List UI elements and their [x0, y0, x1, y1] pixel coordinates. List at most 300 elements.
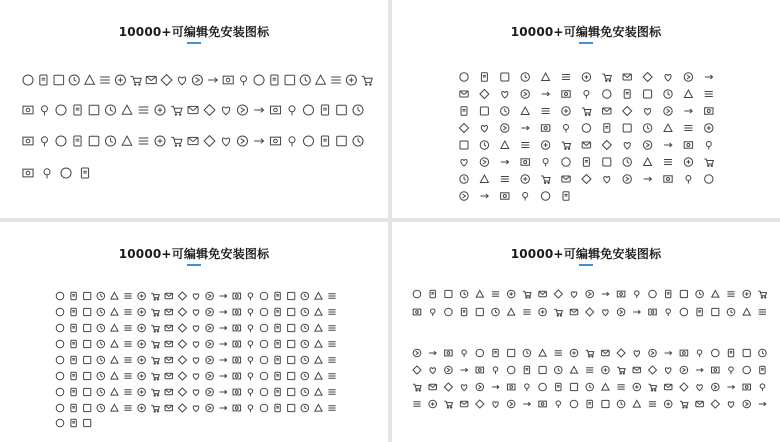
control-icon: [85, 75, 95, 84]
commerce-icon: [634, 351, 639, 357]
control-icon: [270, 137, 280, 145]
general-icon: [233, 325, 241, 331]
office-icon: [664, 143, 672, 147]
general-icon: [220, 294, 227, 298]
office-icon: [541, 176, 550, 184]
general-icon: [315, 404, 322, 411]
commerce-icon: [461, 385, 466, 391]
office-icon: [644, 90, 652, 98]
office-icon: [562, 176, 570, 182]
general-icon: [193, 294, 198, 300]
general-icon: [71, 356, 76, 364]
office-icon: [562, 158, 570, 166]
general-icon: [71, 419, 76, 427]
office-icon: [582, 73, 590, 81]
office-icon: [684, 142, 692, 148]
commerce-icon: [554, 290, 562, 298]
general-icon: [165, 357, 173, 362]
commerce-icon: [617, 400, 625, 408]
general-icon: [206, 388, 214, 396]
general-icon: [315, 372, 322, 379]
slide-thumbnail-4[interactable]: [392, 222, 780, 442]
office-icon: [664, 107, 672, 115]
commerce-icon: [712, 367, 720, 373]
slide-thumbnail-3[interactable]: [0, 222, 388, 442]
general-icon: [233, 341, 241, 347]
general-icon: [233, 309, 241, 315]
commerce-icon: [476, 290, 483, 297]
office-icon: [501, 193, 509, 199]
slide-thumbnail-2[interactable]: [392, 0, 780, 218]
general-icon: [233, 405, 241, 411]
icon-grid: [0, 0, 388, 218]
office-icon: [480, 158, 488, 166]
control-icon: [303, 136, 313, 146]
control-icon: [270, 106, 280, 114]
commerce-icon: [493, 349, 498, 357]
general-icon: [71, 372, 76, 380]
commerce-icon: [476, 349, 484, 357]
office-icon: [623, 158, 631, 166]
general-icon: [233, 373, 241, 379]
commerce-icon: [570, 309, 578, 314]
commerce-icon: [759, 310, 766, 315]
general-icon: [111, 308, 118, 315]
commerce-icon: [571, 292, 576, 298]
office-icon: [644, 177, 652, 181]
commerce-icon: [460, 290, 468, 298]
office-icon: [684, 109, 692, 113]
office-icon: [480, 141, 488, 149]
office-icon: [684, 73, 692, 81]
commerce-icon: [728, 402, 733, 408]
general-icon: [275, 292, 280, 300]
icon-grid: [0, 222, 388, 442]
office-icon: [582, 142, 590, 148]
control-icon: [56, 105, 66, 115]
commerce-icon: [618, 385, 625, 390]
general-icon: [275, 324, 280, 332]
control-icon: [161, 75, 172, 86]
general-icon: [275, 356, 280, 364]
general-icon: [328, 390, 335, 395]
commerce-icon: [617, 349, 625, 357]
general-icon: [124, 358, 131, 363]
commerce-icon: [492, 385, 499, 389]
commerce-icon: [413, 384, 421, 391]
commerce-icon: [570, 366, 577, 373]
general-icon: [97, 308, 105, 316]
control-icon: [42, 106, 48, 116]
general-icon: [315, 308, 322, 315]
control-icon: [171, 106, 182, 115]
control-icon: [54, 75, 64, 85]
commerce-icon: [680, 401, 688, 408]
general-icon: [178, 404, 186, 412]
general-icon: [97, 340, 105, 348]
control-icon: [223, 76, 233, 84]
general-icon: [151, 309, 159, 316]
control-icon: [61, 168, 71, 178]
control-icon: [23, 75, 33, 85]
general-icon: [328, 310, 335, 315]
control-icon: [23, 137, 33, 145]
office-icon: [705, 175, 713, 183]
icon-grid: [392, 0, 780, 218]
commerce-icon: [727, 308, 735, 316]
general-icon: [315, 388, 322, 395]
general-icon: [151, 341, 159, 348]
commerce-icon: [729, 367, 734, 374]
commerce-icon: [759, 349, 767, 357]
office-icon: [664, 124, 672, 132]
general-icon: [165, 309, 173, 314]
office-icon: [623, 74, 631, 80]
control-icon: [192, 75, 202, 85]
general-icon: [248, 341, 253, 348]
general-icon: [138, 404, 146, 412]
office-icon: [502, 92, 508, 98]
control-icon: [254, 108, 263, 113]
general-icon: [84, 419, 91, 426]
commerce-icon: [476, 383, 484, 391]
general-icon: [233, 293, 241, 299]
general-icon: [275, 308, 280, 316]
commerce-icon: [539, 349, 546, 356]
commerce-icon: [555, 366, 563, 374]
office-icon: [460, 192, 468, 200]
general-icon: [178, 356, 186, 364]
general-icon: [288, 372, 295, 379]
general-icon: [56, 419, 64, 427]
control-icon: [105, 105, 115, 115]
general-icon: [84, 372, 91, 379]
general-icon: [124, 342, 131, 347]
control-icon: [122, 136, 132, 145]
commerce-icon: [445, 308, 453, 316]
commerce-icon: [743, 308, 750, 315]
general-icon: [84, 340, 91, 347]
general-icon: [56, 404, 64, 412]
general-icon: [84, 308, 91, 315]
commerce-icon: [680, 308, 688, 316]
general-icon: [328, 294, 335, 299]
commerce-icon: [413, 290, 421, 298]
commerce-icon: [602, 383, 609, 390]
control-icon: [346, 75, 356, 85]
general-icon: [111, 404, 118, 411]
general-icon: [138, 308, 146, 316]
commerce-icon: [413, 349, 421, 357]
control-icon: [316, 75, 326, 84]
general-icon: [275, 388, 280, 396]
commerce-icon: [586, 350, 594, 357]
control-icon: [337, 136, 347, 146]
slide-thumbnail-1[interactable]: [0, 0, 388, 218]
general-icon: [193, 326, 198, 332]
office-icon: [481, 73, 487, 81]
office-icon: [480, 194, 488, 198]
control-icon: [44, 169, 50, 179]
general-icon: [288, 404, 295, 411]
general-icon: [97, 356, 105, 364]
commerce-icon: [664, 384, 672, 389]
commerce-icon: [430, 368, 435, 374]
commerce-icon: [759, 402, 766, 406]
general-icon: [220, 390, 227, 394]
control-icon: [23, 169, 33, 177]
office-icon: [582, 175, 591, 184]
office-icon: [523, 193, 528, 201]
general-icon: [111, 324, 118, 331]
general-icon: [178, 372, 186, 380]
general-icon: [248, 373, 253, 380]
commerce-icon: [743, 349, 750, 356]
office-icon: [624, 143, 630, 149]
office-icon: [603, 158, 611, 166]
general-icon: [260, 324, 268, 332]
commerce-icon: [539, 308, 547, 316]
general-icon: [301, 308, 309, 316]
commerce-icon: [664, 400, 672, 408]
commerce-icon: [633, 383, 641, 391]
control-icon: [89, 136, 99, 146]
control-icon: [178, 77, 185, 85]
commerce-icon: [743, 400, 751, 408]
general-icon: [151, 389, 159, 396]
general-icon: [111, 292, 118, 299]
office-icon: [501, 177, 509, 182]
control-icon: [139, 107, 149, 113]
office-icon: [603, 108, 611, 114]
control-icon: [353, 105, 363, 115]
control-icon: [222, 107, 229, 115]
general-icon: [206, 404, 214, 412]
office-icon: [461, 107, 467, 115]
general-icon: [275, 340, 280, 348]
office-icon: [521, 107, 529, 115]
control-icon: [171, 137, 182, 146]
commerce-icon: [507, 400, 515, 408]
commerce-icon: [666, 309, 671, 316]
commerce-icon: [586, 383, 594, 391]
office-icon: [562, 91, 570, 97]
control-icon: [130, 76, 141, 85]
control-icon: [289, 137, 295, 147]
general-icon: [275, 372, 280, 380]
commerce-icon: [697, 308, 702, 316]
commerce-icon: [429, 400, 437, 408]
commerce-icon: [586, 308, 594, 316]
commerce-icon: [633, 367, 641, 372]
general-icon: [178, 292, 186, 300]
control-icon: [361, 76, 372, 85]
commerce-icon: [524, 366, 529, 374]
commerce-icon: [648, 384, 656, 391]
commerce-icon: [617, 367, 625, 374]
commerce-icon: [696, 401, 704, 406]
commerce-icon: [554, 309, 562, 316]
general-icon: [315, 356, 322, 363]
commerce-icon: [635, 291, 640, 298]
general-icon: [301, 356, 309, 364]
commerce-icon: [666, 290, 671, 298]
general-icon: [84, 388, 91, 395]
general-icon: [124, 294, 131, 299]
general-icon: [193, 406, 198, 412]
commerce-icon: [413, 402, 420, 407]
control-icon: [188, 106, 198, 113]
office-icon: [644, 158, 652, 166]
general-icon: [138, 324, 146, 332]
office-icon: [603, 90, 611, 98]
office-icon: [521, 175, 529, 183]
office-icon: [623, 107, 632, 116]
commerce-icon: [507, 290, 515, 298]
general-icon: [84, 356, 91, 363]
office-icon: [686, 176, 691, 184]
commerce-icon: [680, 350, 688, 356]
office-icon: [643, 73, 652, 82]
control-icon: [74, 105, 81, 115]
general-icon: [328, 374, 335, 379]
general-icon: [301, 388, 309, 396]
general-icon: [288, 388, 295, 395]
commerce-icon: [476, 367, 484, 373]
office-icon: [501, 124, 509, 132]
office-icon: [604, 177, 610, 183]
commerce-icon: [570, 400, 578, 408]
general-icon: [165, 389, 173, 394]
commerce-icon: [617, 291, 625, 297]
general-icon: [71, 308, 76, 316]
control-icon: [321, 136, 328, 146]
general-icon: [193, 390, 198, 396]
general-icon: [97, 372, 105, 380]
general-icon: [260, 388, 268, 396]
control-icon: [74, 136, 81, 146]
control-icon: [254, 139, 263, 144]
office-icon: [541, 192, 549, 200]
commerce-icon: [602, 400, 609, 407]
commerce-icon: [711, 400, 719, 408]
control-icon: [241, 76, 247, 86]
general-icon: [124, 326, 131, 331]
office-icon: [460, 175, 468, 183]
office-icon: [521, 90, 529, 98]
general-icon: [151, 293, 159, 300]
office-icon: [521, 126, 529, 130]
commerce-icon: [445, 350, 453, 356]
control-icon: [321, 105, 328, 115]
office-icon: [460, 124, 469, 133]
slide-title: 10000+可编辑免安装图标: [510, 25, 662, 39]
office-icon: [521, 143, 529, 148]
commerce-icon: [696, 368, 703, 372]
office-icon: [461, 160, 467, 166]
office-icon: [501, 73, 509, 81]
commerce-icon: [429, 384, 437, 389]
general-icon: [315, 340, 322, 347]
office-icon: [542, 109, 550, 114]
general-icon: [138, 340, 146, 348]
general-icon: [138, 388, 146, 396]
general-icon: [178, 388, 186, 396]
commerce-icon: [649, 402, 656, 407]
control-icon: [89, 105, 99, 115]
control-icon: [122, 105, 132, 114]
control-icon: [81, 168, 88, 178]
office-icon: [460, 141, 468, 149]
icon-grid: [392, 222, 780, 442]
general-icon: [220, 310, 227, 314]
office-icon: [541, 125, 549, 131]
office-icon: [584, 91, 589, 99]
control-icon: [105, 136, 115, 146]
commerce-icon: [444, 401, 452, 408]
general-icon: [165, 373, 173, 378]
commerce-icon: [508, 349, 515, 356]
general-icon: [138, 372, 146, 380]
office-icon: [705, 124, 713, 132]
commerce-icon: [525, 384, 530, 391]
control-icon: [331, 77, 341, 83]
general-icon: [56, 308, 64, 316]
general-icon: [315, 292, 322, 299]
control-icon: [289, 106, 295, 116]
general-icon: [97, 388, 105, 396]
control-icon: [100, 77, 110, 83]
general-icon: [71, 388, 76, 396]
office-icon: [542, 73, 550, 81]
general-icon: [138, 292, 146, 300]
general-icon: [260, 292, 268, 300]
general-icon: [301, 340, 309, 348]
commerce-icon: [461, 368, 468, 372]
commerce-icon: [492, 292, 499, 297]
general-icon: [124, 374, 131, 379]
general-icon: [111, 340, 118, 347]
control-icon: [146, 76, 156, 83]
commerce-icon: [493, 367, 498, 374]
commerce-icon: [727, 292, 734, 297]
control-icon: [42, 137, 48, 147]
slide-title: 10000+可编辑免安装图标: [510, 247, 662, 261]
slide-title: 10000+可编辑免安装图标: [118, 247, 270, 261]
general-icon: [111, 356, 118, 363]
control-icon: [237, 136, 247, 146]
office-icon: [542, 92, 550, 96]
office-icon: [583, 158, 589, 166]
office-icon: [480, 90, 489, 99]
commerce-icon: [586, 290, 594, 298]
commerce-icon: [617, 308, 625, 316]
general-icon: [165, 293, 173, 298]
commerce-icon: [570, 383, 577, 390]
commerce-icon: [444, 383, 452, 391]
commerce-icon: [586, 368, 593, 373]
general-icon: [56, 372, 64, 380]
control-icon: [208, 78, 217, 83]
office-icon: [705, 92, 713, 97]
general-icon: [165, 341, 173, 346]
general-icon: [260, 308, 268, 316]
office-icon: [501, 160, 509, 164]
general-icon: [275, 404, 280, 412]
general-icon: [193, 342, 198, 348]
slide-title: 10000+可编辑免安装图标: [118, 25, 270, 39]
commerce-icon: [760, 384, 765, 391]
